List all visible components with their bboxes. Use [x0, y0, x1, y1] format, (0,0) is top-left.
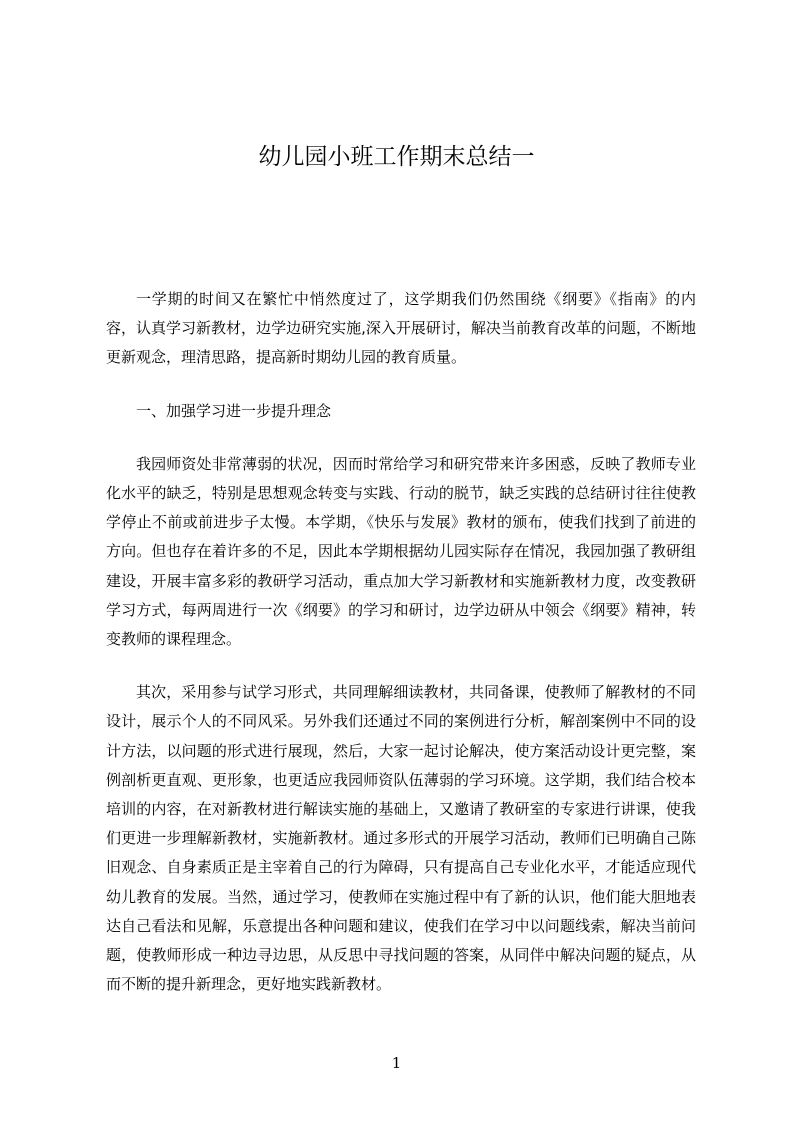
page-number: 1: [391, 1054, 402, 1072]
document-title: 幼儿园小班工作期末总结一: [258, 144, 535, 170]
intro-paragraph: 一学期的时间又在繁忙中悄然度过了，这学期我们仍然围绕《纲要》《指南》的内容，认真学习新教材，边学边研究实施,深入开展研讨，解决当前教育改革的问题，不断地更新观念，理清思路，提高新时期幼儿园的教育质量。: [106, 290, 696, 367]
body-paragraph: 我园师资处非常薄弱的状况，因而时常给学习和研究带来许多困惑，反映了教师专业化水平的缺乏，特别是思想观念转变与实践、行动的脱节，缺乏实践的总结研讨往往使教学停止不前或前进步子太慢。本学期，《快乐与发展》教材的颁布，使我们找到了前进的方向。但也存在着许多的不足，因此本学期根据幼儿园实际存在情况，我园加强了教研组建设，开展丰富多彩的教研学习活动，重点加大学习新教材和实施新教材力度，改变教研学习方式，每两周进行一次《纲要》的学习和研讨，边学边研从中领会《纲要》精神，转变教师的课程理念。: [106, 454, 696, 649]
body-paragraph: 其次，采用参与试学习形式，共同理解细读教材，共同备课，使教师了解教材的不同设计，展示个人的不同风采。另外我们还通过不同的案例进行分析，解剖案例中不同的设计方法，以问题的形式进行展现，然后，大家一起讨论解决，使方案活动设计更完整，案例剖析更直观、更形象，也更适应我园师资队伍薄弱的学习环境。这学期，我们结合校本培训的内容，在对新教材进行解读实施的基础上，又邀请了教研室的专家进行讲课，使我们更进一步理解新教材，实施新教材。通过多形式的开展学习活动，教师们已明确自己陈旧观念、自身素质正是主宰着自己的行为障碍，只有提高自己专业化水平，才能适应现代幼儿教育的发展。当然，通过学习，使教师在实施过程中有了新的认识，他们能大胆地表达自己看法和见解，乐意提出各种问题和建议，使我们在学习中以问题线索，解决当前问题，使教师形成一种边寻边思，从反思中寻找问题的答案，从同伴中解决问题的疑点，从而不断的提升新理念，更好地实践新教材。: [106, 683, 696, 994]
section-heading: 一、加强学习进一步提升理念: [136, 401, 332, 420]
document-body: [106, 285, 696, 1023]
